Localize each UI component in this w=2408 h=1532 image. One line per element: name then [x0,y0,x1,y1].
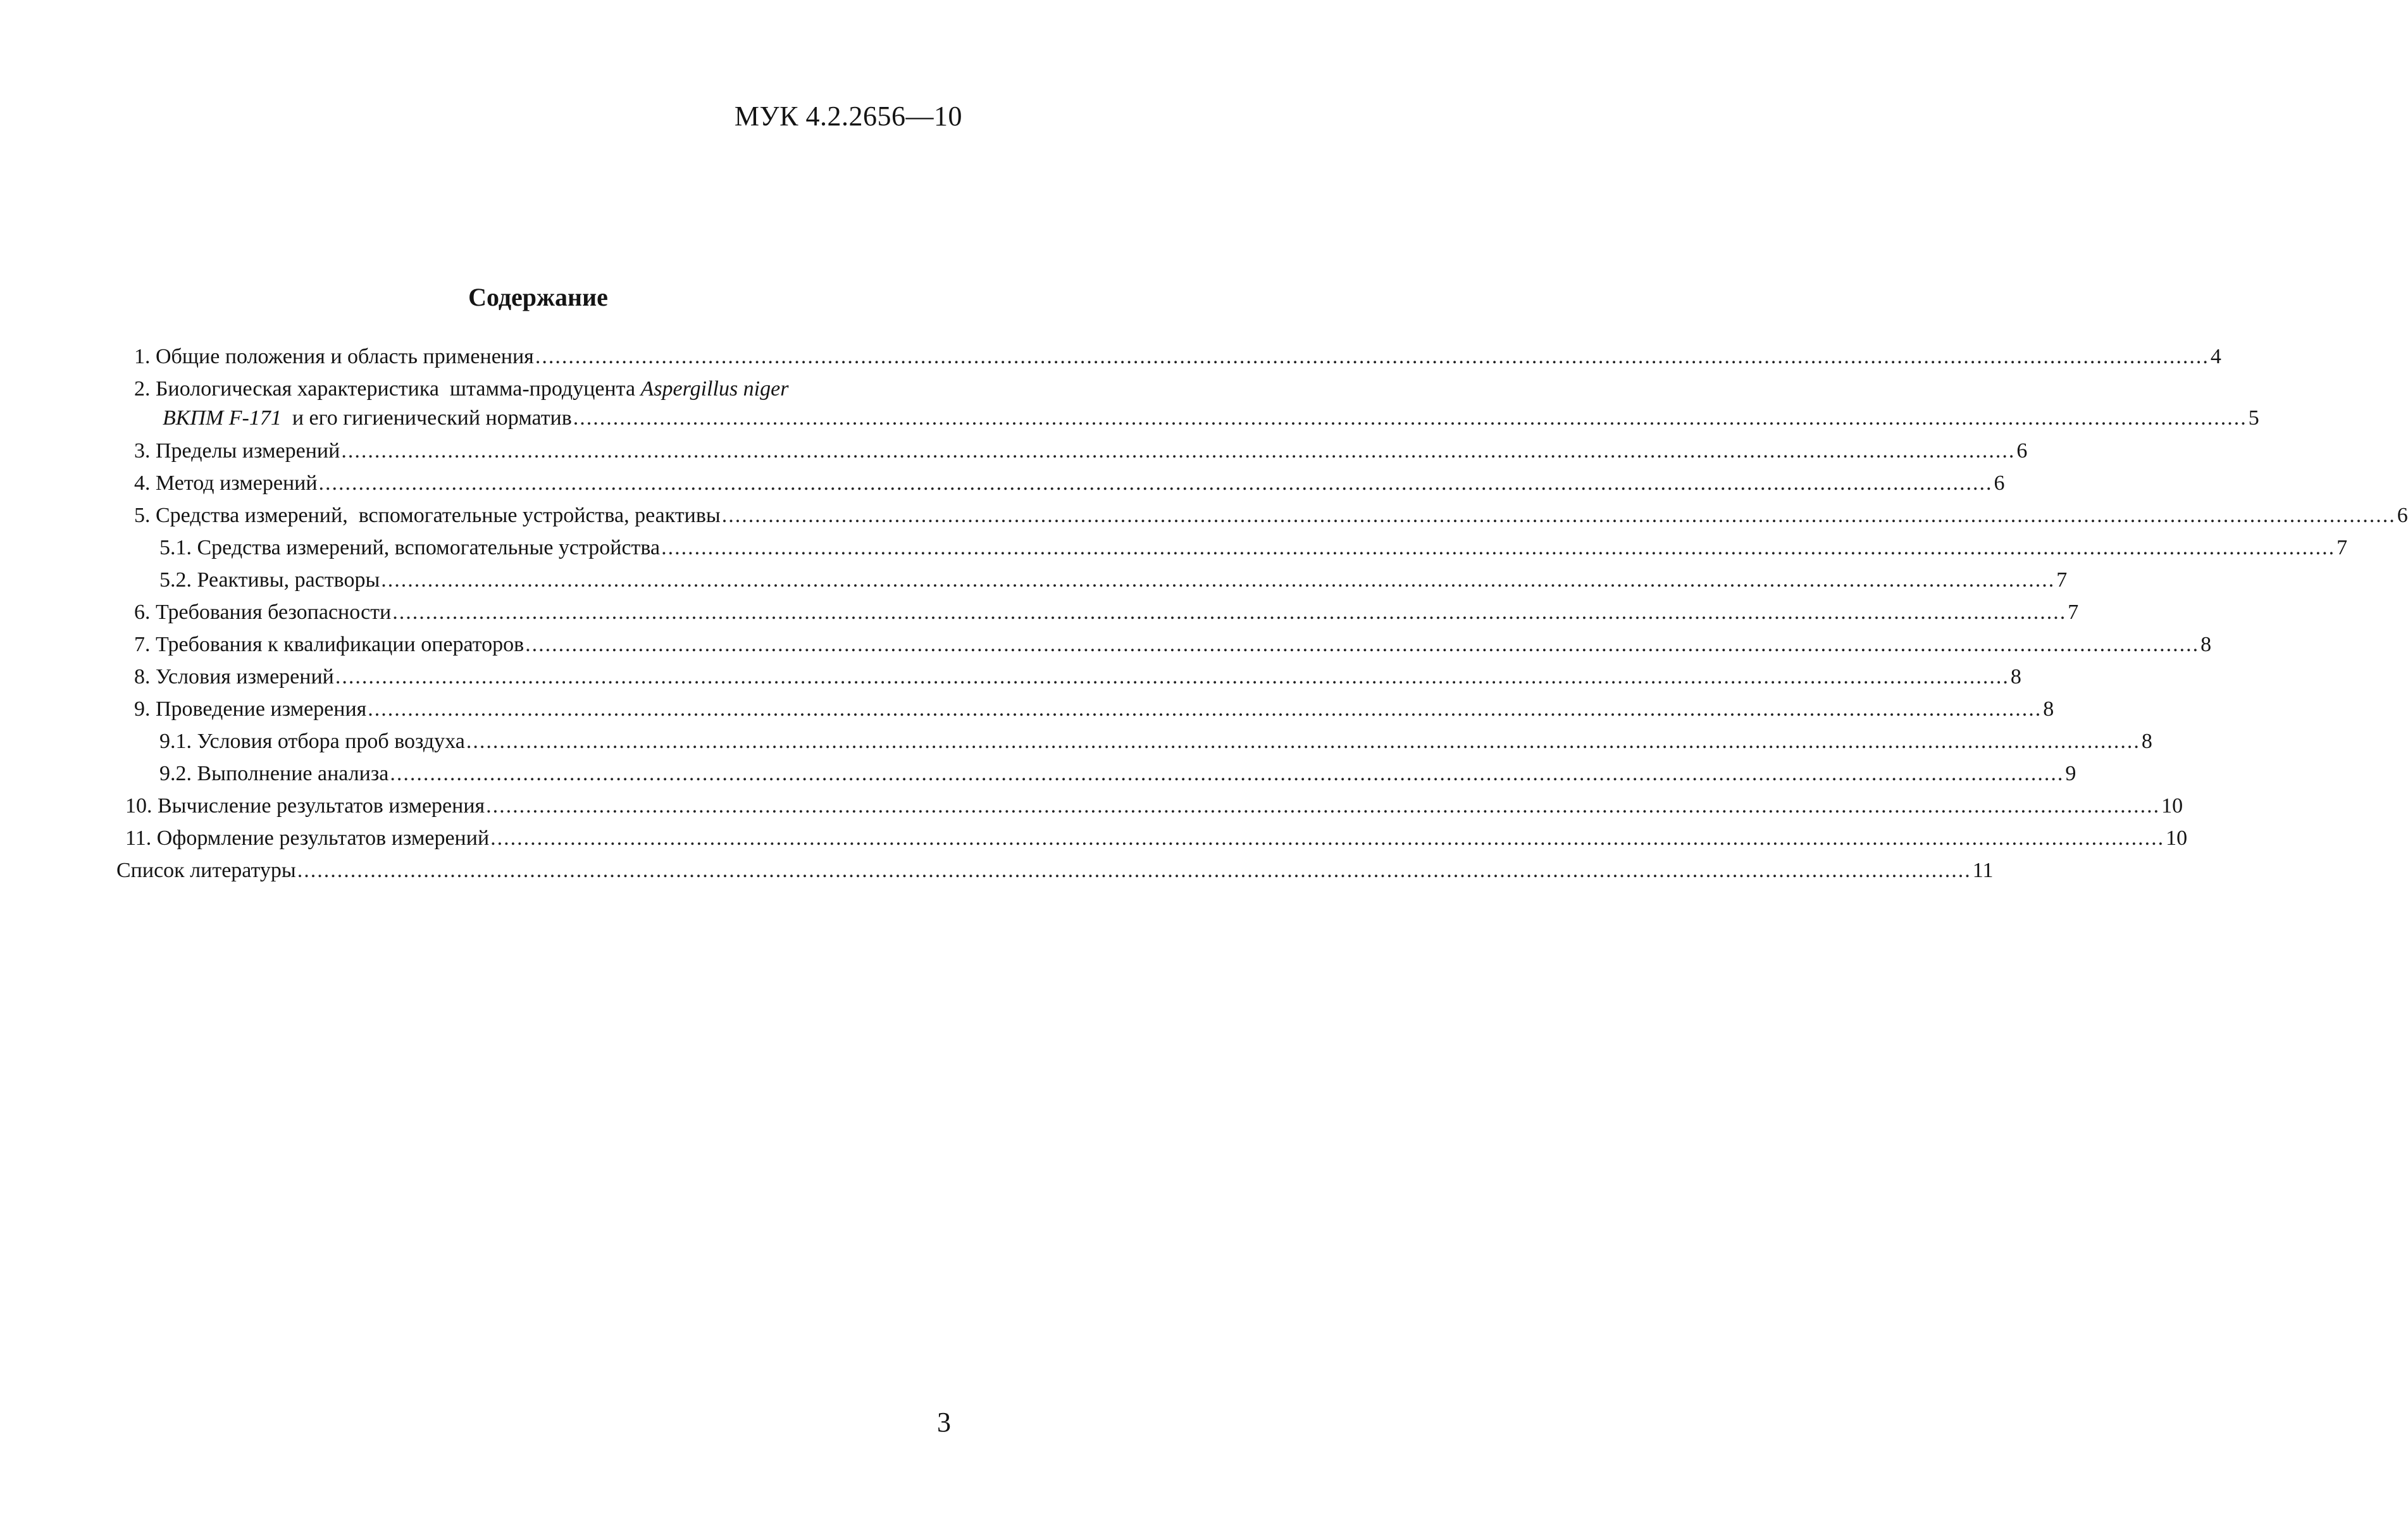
toc-entry-label: 5.2. Реактивы, растворы [159,568,380,592]
toc-entry-label: 9.1. Условия отбора проб воздуха [159,730,465,753]
toc-entry-page: 8 [2043,697,2054,721]
toc-entry-page: 8 [2200,633,2212,656]
toc-entry-label-part: 2. Биологическая характеристика штамма-продуцента [134,377,641,401]
toc-entry-page: 6 [2397,504,2408,527]
toc-entry-5[interactable] [124,504,2408,536]
toc-entry-3[interactable] [124,439,2028,471]
toc-entry-label: 10. Вычисление результатов измерения [125,794,485,818]
toc-entry-label: 5. Средства измерений, вспомогательные устройства, реактивы [134,504,721,527]
table-of-contents [116,345,2408,891]
toc-entry-4[interactable] [124,471,2005,504]
toc-entry-page: 8 [2010,665,2021,688]
toc-entry-5-1[interactable] [124,536,2348,568]
dot-leader: ............................................................................................................................................................................................................................................................ [486,794,2161,818]
toc-entry-page: 7 [2056,568,2068,592]
dot-leader: ............................................................................................................................................................................................................................................................ [368,697,2042,721]
toc-entry-page: 10 [2161,794,2183,818]
toc-entry-label: 11. Оформление результатов измерений [125,826,490,850]
toc-entry-9-1[interactable] [124,730,2152,762]
toc-entry-5-2[interactable] [124,568,2068,601]
toc-entry-label: 5.1. Средства измерений, вспомогательные устройства [159,536,661,559]
dot-leader: ............................................................................................................................................................................................................................................................ [661,536,2336,559]
toc-entry-1[interactable] [124,345,2221,377]
dot-leader: ............................................................................................................................................................................................................................................................ [297,859,1971,882]
toc-entry-label: 1. Общие положения и область применения [134,345,534,368]
toc-entry-page: 5 [2248,406,2259,430]
toc-entry-page: 11 [1972,859,1994,882]
toc-entry-page: 6 [2016,439,2028,463]
toc-entry-label-italic: ВКПМ F-171 [163,406,282,430]
toc-entry-page: 7 [2068,601,2079,624]
toc-entry-9[interactable] [124,697,2054,730]
toc-entry-label: 9.2. Выполнение анализа [159,762,389,785]
toc-entry-page: 9 [2065,762,2076,785]
dot-leader: ............................................................................................................................................................................................................................................................ [335,665,2009,688]
dot-leader: ............................................................................................................................................................................................................................................................ [341,439,2016,463]
page-number: 3 [937,1407,951,1438]
toc-entry-bibliography[interactable] [116,859,1994,891]
toc-entry-label: 7. Требования к квалификации операторов [134,633,524,656]
toc-entry-label: 8. Условия измерений [134,665,334,688]
dot-leader: ............................................................................................................................................................................................................................................................ [490,826,2165,850]
dot-leader: ............................................................................................................................................................................................................................................................ [525,633,2200,656]
toc-entry-label-italic: Aspergillus niger [640,377,789,401]
dot-leader: ............................................................................................................................................................................................................................................................ [381,568,2056,592]
toc-entry-8[interactable] [124,665,2021,697]
toc-entry-11[interactable] [124,826,2188,859]
toc-entry-label-part: и его гигиенический норматив [281,406,572,430]
toc-entry-6[interactable] [124,601,2079,633]
dot-leader: ............................................................................................................................................................................................................................................................ [392,601,2067,624]
dot-leader: ............................................................................................................................................................................................................................................................ [721,504,2396,527]
document-code: МУК 4.2.2656—10 [734,101,962,132]
toc-entry-page: 4 [2210,345,2221,368]
page-title: Содержание [468,283,608,311]
dot-leader: ............................................................................................................................................................................................................................................................ [535,345,2209,368]
toc-entry-label: Список литературы [116,859,296,882]
toc-entry-page: 7 [2337,536,2348,559]
toc-entry-label: 6. Требования безопасности [134,601,392,624]
toc-entry-10[interactable] [124,794,2183,826]
toc-entry-page: 6 [1994,471,2005,495]
toc-entry-label: 9. Проведение измерения [134,697,367,721]
toc-entry-9-2[interactable] [124,762,2076,794]
toc-entry-label-line1 [124,377,954,406]
dot-leader: ............................................................................................................................................................................................................................................................ [573,406,2247,430]
toc-entry-label-line2 [124,406,2259,435]
dot-leader: ............................................................................................................................................................................................................................................................ [390,762,2064,785]
dot-leader: ............................................................................................................................................................................................................................................................ [466,730,2140,753]
toc-entry-page: 8 [2141,730,2152,753]
toc-entry-label: 4. Метод измерений [134,471,318,495]
toc-entry-2[interactable] [124,377,2259,435]
toc-entry-7[interactable] [124,633,2212,665]
toc-entry-label: 3. Пределы измерений [134,439,340,463]
dot-leader: ............................................................................................................................................................................................................................................................ [318,471,1993,495]
toc-entry-page: 10 [2166,826,2188,850]
